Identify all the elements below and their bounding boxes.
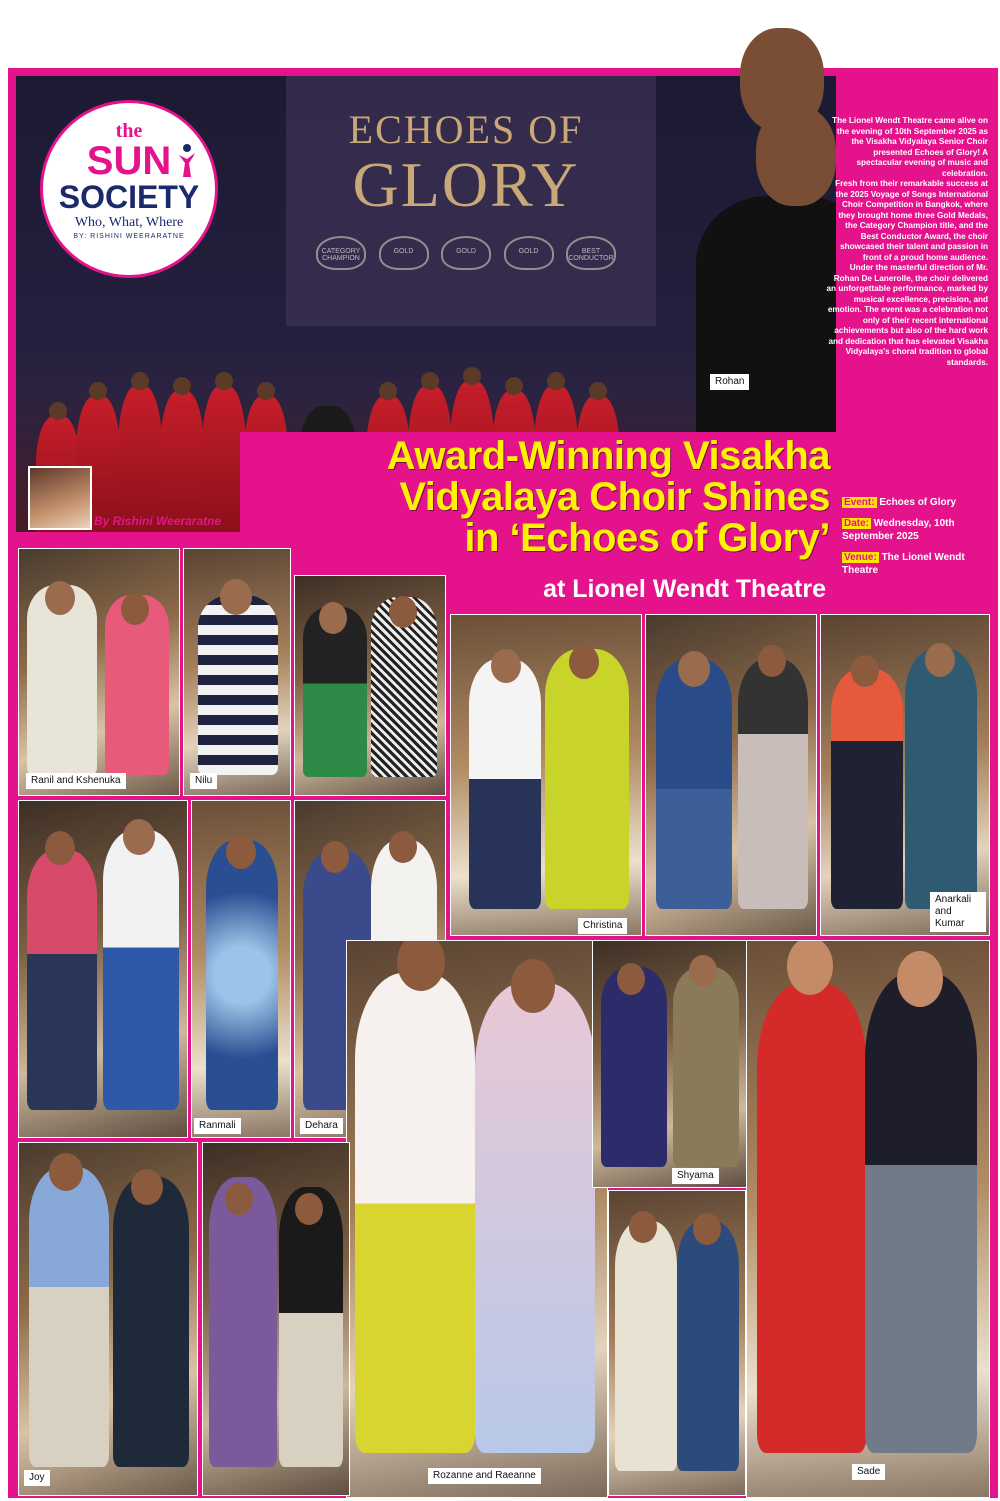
photo-guests-pair — [608, 1190, 746, 1496]
headline-line3: in ‘Echoes of Glory’ — [464, 515, 830, 560]
photo-ranmali — [191, 800, 291, 1138]
story-paragraph: Under the masterful direction of Mr. Rohan De Lanerolle, the choir delivered an unforgettable performance, marked by musical excellence, precision, and emotion. The event was a celebration not only of their recent international achievements but also of the hard work and dedication that has elevated Visakha Vidyalaya's choral tradition to global standards. — [826, 263, 988, 367]
photo-shyama — [592, 940, 748, 1188]
stage-title-line2: GLORY — [352, 149, 580, 220]
singer — [118, 386, 162, 532]
photo-caption: Sade — [852, 1464, 885, 1480]
logo-by: BY: RISHINI WEERARATNE — [73, 233, 185, 240]
photo-rozanne-raeanne — [346, 940, 608, 1498]
photo-sade — [746, 940, 990, 1498]
venue-label: Venue: — [844, 552, 877, 563]
photo-caption: Joy — [24, 1470, 50, 1486]
photo-caption: Rozanne and Raeanne — [428, 1468, 541, 1484]
story-paragraph: Fresh from their remarkable success at the 2025 Voyage of Songs International Choir Competition in Bangkok, where they brought home three Gold Medals, the Category Champion title, and the Best Conductor Award, the choir showcased their talent and passion in front of a proud home audience. — [835, 179, 988, 262]
photo-caption: Shyama — [672, 1168, 719, 1184]
date-row — [842, 517, 994, 543]
singer — [160, 391, 204, 532]
photo-anarkali-kumar — [820, 614, 990, 936]
laurel-badge: GOLD — [504, 236, 554, 270]
photo-guests-pair — [202, 1142, 350, 1496]
logo-tagline: Who, What, Where — [74, 215, 184, 230]
date-value: Wednesday, 10th September 2025 — [842, 518, 955, 542]
photo-guests-pair — [294, 575, 446, 796]
headline-line1: Award-Winning Visakha — [386, 434, 830, 478]
laurel-badge: CATEGORY CHAMPION — [316, 236, 366, 270]
person-icon — [177, 143, 197, 179]
photo-ranil-kshenuka — [18, 548, 180, 796]
laurel-badge: GOLD — [441, 236, 491, 270]
venue-row — [842, 551, 994, 577]
photo-nilu — [183, 548, 291, 796]
award-laurels — [316, 236, 616, 270]
stage-title-line1: ECHOES OF — [348, 107, 584, 152]
subheadline: at Lionel Wendt Theatre — [543, 575, 826, 603]
photo-guests-pair — [18, 800, 188, 1138]
headline-line2: Vidyalaya Choir Shines — [399, 474, 830, 519]
photo-caption: Ranil and Kshenuka — [26, 773, 126, 789]
date-label: Date: — [844, 518, 870, 529]
headline-box — [240, 432, 836, 572]
author-photo — [28, 466, 92, 530]
photo-caption: Christina — [578, 918, 627, 934]
laurel-badge: GOLD — [379, 236, 429, 270]
laurel-badge: BEST CONDUCTOR — [566, 236, 616, 270]
byline: By Rishini Weeraratne — [94, 514, 222, 528]
story-text — [826, 116, 988, 368]
sun-society-logo — [40, 100, 218, 278]
rohan-head-cutout — [740, 28, 824, 132]
event-value: Echoes of Glory — [879, 497, 957, 508]
logo-society: SOCIETY — [58, 179, 200, 215]
photo-guests-pair — [645, 614, 817, 936]
photo-caption: Ranmali — [194, 1118, 241, 1134]
event-label: Event: — [844, 497, 875, 508]
photo-caption: Anarkali and Kumar — [930, 892, 986, 932]
venue-value: The Lionel Wendt Theatre — [842, 552, 965, 576]
story-paragraph: The Lionel Wendt Theatre came alive on the evening of 10th September 2025 as the Visakha Vidyalaya Senior Choir presented Echoes of Glory! A spectacular evening of music and celebration. — [832, 116, 988, 178]
photo-joy — [18, 1142, 198, 1496]
event-row — [842, 496, 994, 509]
logo-sun: SUN — [86, 139, 172, 183]
photo-caption: Dehara — [300, 1118, 343, 1134]
photo-caption: Nilu — [190, 773, 217, 789]
photo-christina — [450, 614, 642, 936]
logo-the: the — [115, 120, 143, 142]
event-details — [842, 496, 994, 585]
photo-caption: Rohan — [710, 374, 749, 390]
stage-title — [316, 106, 616, 220]
headline — [387, 436, 830, 558]
